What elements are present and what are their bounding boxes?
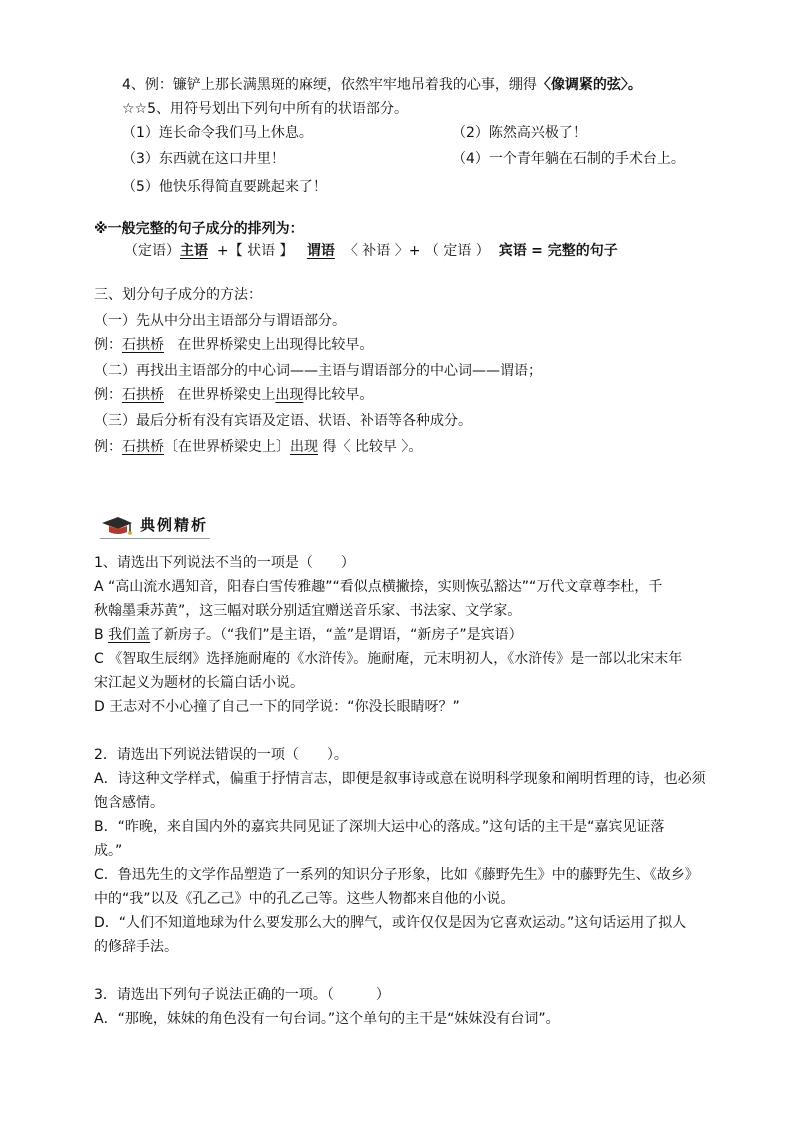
question-1-option-a-cont: 秋翰墨秉苏黄”，这三幅对联分别适宜赠送音乐家、书法家、文学家。	[94, 603, 522, 619]
question-2-option-a-cont: 饱含感情。	[94, 795, 164, 811]
graduation-cap-icon	[100, 514, 134, 538]
example-adverbial: 〔在世界桥梁史上〕	[164, 439, 290, 455]
example-subject: 石拱桥	[122, 337, 164, 353]
example-verb: 出现	[290, 439, 318, 455]
method-step-3: （三）最后分析有没有宾语及定语、状语、补语等各种成分。	[94, 413, 472, 429]
question-1-stem: 1、请选出下列说法不当的一项是（ ）	[94, 555, 355, 571]
question-3-option-a: A．“那晚，妹妹的角色没有一句台词。”这个单句的主干是“妹妹没有台词”。	[94, 1011, 560, 1027]
question-1-option-b: B 我们盖了新房子。（“我们”是主语，“盖”是谓语，“新房子”是宾语）	[94, 627, 523, 643]
example-subject: 石拱桥	[122, 439, 164, 455]
structure-formula	[124, 240, 618, 262]
question-1-option-c: C 《智取生辰纲》选择施耐庵的《水浒传》。施耐庵，元末明初人，《水浒传》是一部以北宋末年	[94, 651, 683, 667]
methods-heading: 三、划分句子成分的方法：	[94, 287, 262, 303]
question-5-item-4: （4）一个青年躺在石制的手术台上。	[452, 151, 685, 167]
structure-adverbial: +【 状语 】	[216, 243, 294, 259]
example-subject: 石拱桥	[122, 387, 164, 403]
question-2-stem: 2．请选出下列说法错误的一项（ ）。	[94, 747, 348, 763]
example-4-text: 镰铲上那长满黑斑的麻绠，依然牢牢地吊着我的心事，绷得	[172, 77, 537, 93]
question-1-option-a: A “高山流水遇知音，阳春白雪传雅趣”“看似点横撇捺，实则恢弘豁达”“万代文章尊李杜，千	[94, 579, 663, 595]
question-5-title: ☆☆5、用符号划出下列句中所有的状语部分。	[122, 101, 409, 117]
method-example-3: 例：石拱桥〔在世界桥梁史上〕出现 得〈 比较早 〉。	[94, 439, 423, 455]
question-2-option-b-cont: 成。”	[94, 843, 123, 859]
section-divider	[100, 538, 210, 539]
question-5-item-5: （5）他快乐得简直要跳起来了！	[122, 179, 327, 195]
question-1-option-d: D 王志对不小心撞了自己一下的同学说：“你没长眼睛呀？”	[94, 699, 460, 715]
method-example-1: 例：石拱桥 在世界桥梁史上出现得比较早。	[94, 337, 374, 353]
method-example-2: 例：石拱桥 在世界桥梁史上出现得比较早。	[94, 387, 374, 403]
example-4-number: 4、例：	[122, 77, 173, 93]
question-2-option-c: C．鲁迅先生的文学作品塑造了一系列的知识分子形象，比如《藤野先生》中的藤野先生、《故乡》	[94, 867, 699, 883]
question-3-stem: 3．请选出下列句子说法正确的一项。（ ）	[94, 987, 390, 1003]
section-title: 典例精析	[140, 516, 209, 534]
example-4	[122, 74, 642, 96]
structure-complement: 〈 补语 〉+ （ 定语 ）	[343, 243, 490, 259]
method-step-1: （一）先从中分出主语部分与谓语部分。	[94, 313, 346, 329]
structure-result: = 完整的句子	[531, 243, 618, 259]
question-5-item-3: （3）东西就在这口井里！	[122, 151, 285, 167]
structure-object: 宾语	[498, 243, 527, 259]
structure-title: ※一般完整的句子成分的排列为：	[94, 221, 304, 237]
option-b-verb: 盖	[136, 627, 151, 643]
question-2-option-c-cont: 中的“我”以及《孔乙己》中的孔乙己等。这些人物都来自他的小说。	[94, 891, 515, 907]
question-2-option-a: A．诗这种文学样式，偏重于抒情言志，即便是叙事诗或意在说明科学现象和阐明哲理的诗，也必须	[94, 771, 706, 787]
question-5-item-2: （2）陈然高兴极了！	[452, 125, 587, 141]
question-5-item-1: （1）连长命令我们马上休息。	[122, 125, 313, 141]
question-1-option-c-cont: 宋江起义为题材的长篇白话小说。	[94, 675, 304, 691]
question-2-option-d-cont: 的修辞手法。	[94, 939, 178, 955]
structure-predicate: 谓语	[306, 243, 335, 259]
example-4-complement: 〈像调紧的弦〉。	[536, 77, 642, 93]
method-step-2: （二）再找出主语部分的中心词——主语与谓语部分的中心词——谓语；	[94, 363, 542, 379]
structure-subject: 主语	[180, 243, 208, 259]
example-verb: 出现	[275, 387, 304, 403]
question-2-option-d: D．“人们不知道地球为什么要发那么大的脾气，或许仅仅是因为它喜欢运动。”这句话运用了拟人	[94, 915, 687, 931]
option-b-subject: 我们	[108, 627, 137, 643]
structure-attributive: （定语）	[124, 243, 180, 259]
question-2-option-b: B．“昨晚，来自国内外的嘉宾共同见证了深圳大运中心的落成。”这句话的主干是“嘉宾见证落	[94, 819, 665, 835]
